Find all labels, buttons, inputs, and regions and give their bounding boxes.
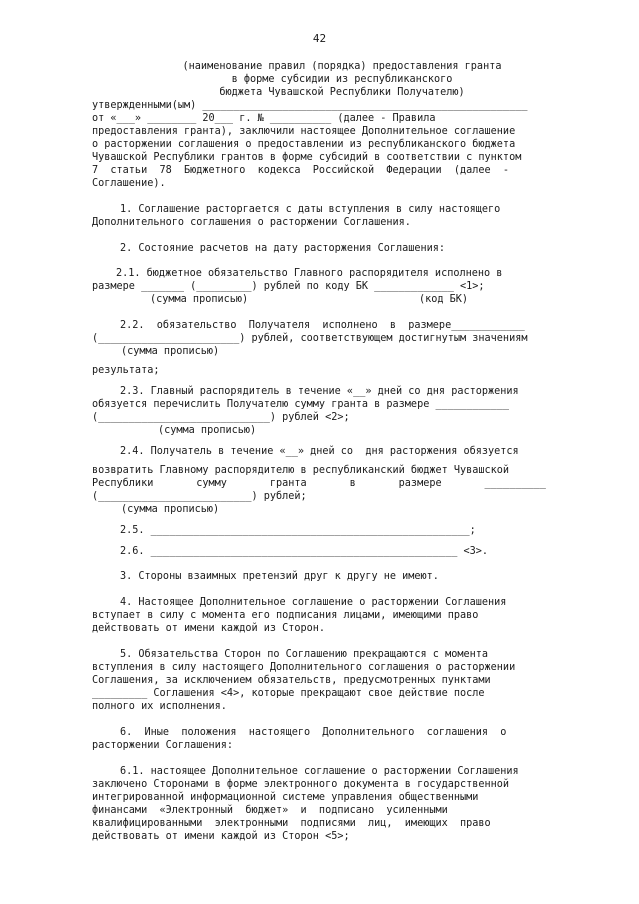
text-line: финансами «Электронный бюджет» и подписано усиленными xyxy=(92,805,448,816)
text-line: Соглашения, за исключением обязательств, предусмотренных пунктами xyxy=(92,675,491,686)
text-line: (____________________________) рублей <2>; xyxy=(92,412,350,423)
text-line: Республики сумму гранта в размере __________ xyxy=(92,478,546,489)
text-line: обязуется перечислить Получателю сумму гранта в размере ____________ xyxy=(92,399,510,410)
text-line: от «___» ________ 20___ г. № __________ (далее - Правила xyxy=(92,113,436,124)
text-line: 5. Обязательства Сторон по Соглашению прекращаются с момента xyxy=(120,649,489,660)
text-line: 3. Стороны взаимных претензий друг к другу не имеют. xyxy=(120,571,439,582)
text-line: 2.2. обязательство Получателя исполнено в размере____________ xyxy=(120,320,525,331)
text-line: 1. Соглашение расторгается с даты вступления в силу настоящего xyxy=(120,204,501,215)
text-line: 2.4. Получатель в течение «__» дней со дня расторжения обязуется xyxy=(120,446,519,457)
text-line: 6.1. настоящее Дополнительное соглашение о расторжении Соглашения xyxy=(120,766,519,777)
header-line-1: (наименование правил (порядка) предоставления гранта xyxy=(182,61,502,72)
text-line: вступает в силу с момента его подписания лицами, имеющими право xyxy=(92,610,479,621)
text-line: 2.3. Главный распорядитель в течение «__» дней со дня расторжения xyxy=(120,386,519,397)
caption-sum-in-words: (сумма прописью) xyxy=(121,504,220,515)
text-line: действовать от имени каждой из Сторон. xyxy=(92,623,326,634)
text-line: (_______________________) рублей, соответствующем достигнутым значениям xyxy=(92,333,528,344)
text-line: расторжении Соглашения: xyxy=(92,740,234,751)
text-line: 6. Иные положения настоящего Дополнительного соглашения о xyxy=(120,727,507,738)
text-line: Чувашской Республики грантов в форме субсидий в соответствии с пунктом xyxy=(92,152,522,163)
caption-sum-in-words: (сумма прописью) xyxy=(150,294,249,305)
caption-sum-in-words: (сумма прописью) xyxy=(121,346,220,357)
text-line: 2. Состояние расчетов на дату расторжения Соглашения: xyxy=(120,243,446,254)
text-line: предоставления гранта), заключили настоящее Дополнительное соглашение xyxy=(92,126,516,137)
text-line: действовать от имени каждой из Сторон <5>; xyxy=(92,831,350,842)
text-line: (_________________________) рублей; xyxy=(92,491,307,502)
text-line: Дополнительного соглашения о расторжении Соглашения. xyxy=(92,217,411,228)
header-line-3: бюджета Чувашской Республики Получателю) xyxy=(219,87,465,98)
text-line: утвержденными(ым) _____________________________________________________ xyxy=(92,100,528,111)
header-line-2: в форме субсидии из республиканского xyxy=(231,74,453,85)
text-line: о расторжении соглашения о предоставлении из республиканского бюджета xyxy=(92,139,516,150)
text-line: _________ Соглашения <4>, которые прекращают свое действие после xyxy=(92,688,485,699)
text-line: полного их исполнения. xyxy=(92,701,227,712)
text-line: размере _______ (_________) рублей по коду БК _____________ <1>; xyxy=(92,281,485,292)
page-number: 42 xyxy=(312,32,327,45)
text-line: результата; xyxy=(92,365,160,376)
caption-bk-code: (код БК) xyxy=(419,294,469,305)
text-line: Соглашение). xyxy=(92,178,166,189)
text-line: 2.6. __________________________________________________ <3>. xyxy=(120,546,489,557)
text-line: 7 статьи 78 Бюджетного кодекса Российской Федерации (далее - xyxy=(92,165,510,176)
text-line: заключено Сторонами в форме электронного документа в государственной xyxy=(92,779,510,790)
text-line: возвратить Главному распорядителю в республиканский бюджет Чувашской xyxy=(92,465,510,476)
caption-sum-in-words: (сумма прописью) xyxy=(158,425,257,436)
text-line: 2.1. бюджетное обязательство Главного распорядителя исполнено в xyxy=(116,268,503,279)
text-line: 4. Настоящее Дополнительное соглашение о расторжении Соглашения xyxy=(120,597,507,608)
text-line: 2.5. ____________________________________________________; xyxy=(120,525,476,536)
text-line: квалифицированными электронными подписями лиц, имеющих право xyxy=(92,818,491,829)
text-line: вступления в силу настоящего Дополнительного соглашения о расторжении xyxy=(92,662,516,673)
text-line: интегрированной информационной системе управления общественными xyxy=(92,792,479,803)
